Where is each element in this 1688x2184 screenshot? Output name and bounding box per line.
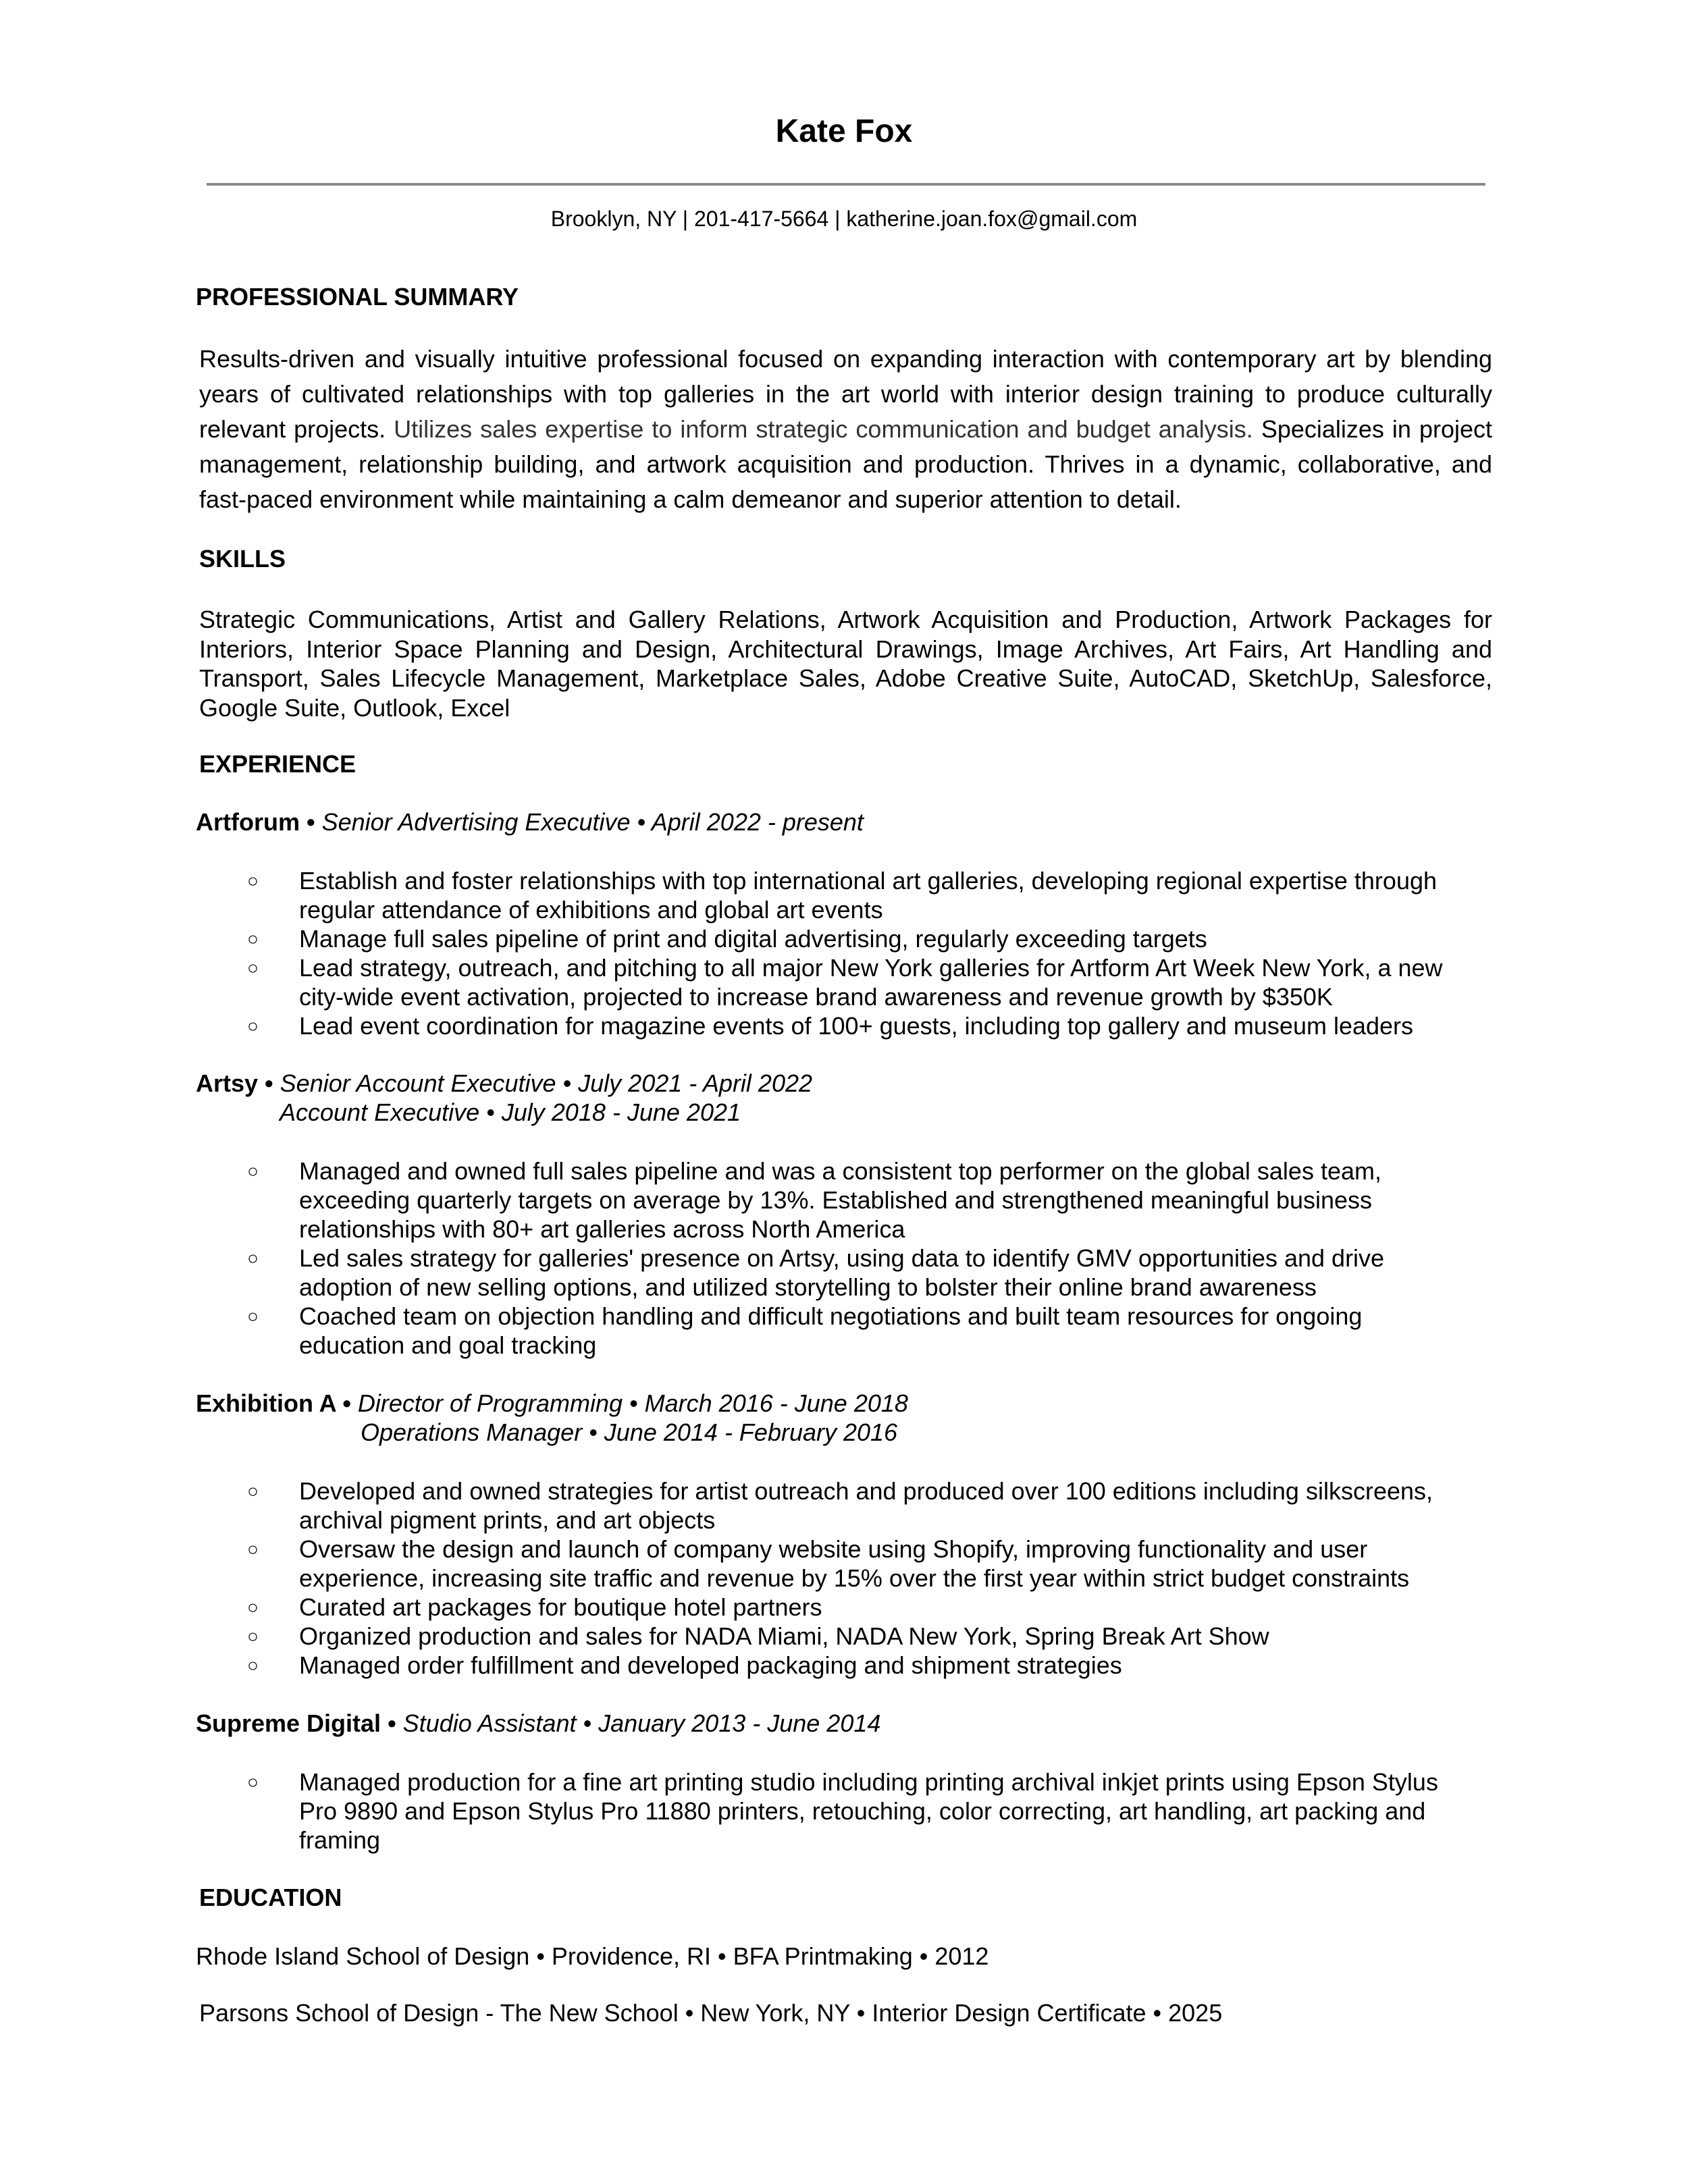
list-item-text: Organized production and sales for NADA Miami, NADA New York, Spring Break Art Show [299,1622,1269,1650]
bullet-icon: ○ [247,957,259,978]
bullet-icon: ○ [247,1626,259,1647]
summary-text-3: Specializes in project management, relationship building, and artwork acquisition and production. Thrives in a dynamic, collaborative, and fast-paced environment while maintaining a calm demeanor and superior attention to detail. [199,415,1493,513]
bullet-icon: ○ [247,1306,259,1327]
summary-paragraph [199,342,1492,517]
job-role-dates: Studio Assistant • January 2013 - June 2014 [396,1709,881,1737]
job-company: Supreme Digital • [196,1709,396,1737]
job-company: Artsy • [196,1069,273,1097]
job-bullets [0,1156,1688,1360]
list-item-text: Developed and owned strategies for artist outreach and produced over 100 editions including silkscreens, archival pigment prints, and art objects [299,1477,1433,1534]
job-subrole: Account Executive • July 2018 - June 2021 [280,1098,741,1126]
list-item-text: Managed production for a fine art printing studio including printing archival inkjet prints using Epson Stylus Pro 9890 and Epson Stylus Pro 11880 printers, retouching, color correcting, art handling, art packing and framing [299,1768,1438,1854]
bullet-icon: ○ [247,1015,259,1036]
experience-heading: EXPERIENCE [199,750,357,778]
summary-text-2: Utilizes sales expertise to inform strategic communication and budget analysis. [394,415,1253,443]
list-item [0,1156,1474,1244]
candidate-name: Kate Fox [775,113,913,149]
job-bullets [0,866,1688,1040]
job-title-line [196,1389,908,1418]
education-heading: EDUCATION [199,1884,342,1911]
job-title-line [196,807,864,837]
bullet-icon: ○ [247,1481,259,1501]
job-bullets [0,1767,1688,1855]
list-item [0,953,1474,1011]
job-subrole: Operations Manager • June 2014 - February 2016 [361,1418,898,1446]
job-company: Artforum • [196,808,315,836]
list-item-text: Lead event coordination for magazine events of 100+ guests, including top gallery and museum leaders [299,1012,1414,1040]
bullet-icon: ○ [247,1248,259,1269]
job-title-line [196,1709,880,1738]
list-item-text: Curated art packages for boutique hotel partners [299,1593,822,1621]
bullet-icon: ○ [247,870,259,891]
job-role-dates: Senior Advertising Executive • April 2022 - present [315,808,864,836]
skills-paragraph: Strategic Communications, Artist and Gallery Relations, Artwork Acquisition and Production, Artwork Packages for Interiors, Interior Space Planning and Design, Architectural Drawings, Image Archives, Art Fairs, Art Handling and Transport, Sales Lifecycle Management, Marketplace Sales, Adobe Creative Suite, AutoCAD, SketchUp, Salesforce, Google Suite, Outlook, Excel [199,606,1492,722]
list-item [0,1622,1474,1651]
list-item [0,866,1474,924]
list-item-text: Managed and owned full sales pipeline and was a consistent top performer on the global sales team, exceeding quarterly targets on average by 13%. Established and strengthened meaningful business relationships with 80+ art galleries across North America [299,1157,1381,1243]
job-company: Exhibition A • [196,1389,351,1417]
bullet-icon: ○ [247,1161,259,1181]
list-item-text: Coached team on objection handling and difficult negotiations and built team resources for ongoing education and goal tracking [299,1302,1363,1359]
job-role-dates: Director of Programming • March 2016 - June 2018 [350,1389,908,1417]
bullet-icon: ○ [247,1539,259,1560]
list-item-text: Managed order fulfillment and developed packaging and shipment strategies [299,1651,1122,1679]
bullet-icon: ○ [247,1772,259,1792]
list-item [0,1535,1474,1593]
list-item [0,1767,1474,1855]
bullet-icon: ○ [247,928,259,949]
list-item [0,1593,1474,1622]
header-divider [207,183,1485,186]
bullet-icon: ○ [247,1655,259,1676]
job-role-dates: Senior Account Executive • July 2021 - April 2022 [273,1069,813,1097]
job-bullets [0,1476,1688,1680]
summary-text-1: Results-driven and visually intuitive professional focused on expanding interaction with contemporary art by blending years of cultivated relationships with top galleries in the art world with interior design training to produce culturally relevant projects. [199,345,1492,443]
list-item [0,1011,1474,1040]
list-item-text: Led sales strategy for galleries' presence on Artsy, using data to identify GMV opportunities and drive adoption of new selling options, and utilized storytelling to bolster their online brand awareness [299,1244,1385,1301]
list-item-text: Lead strategy, outreach, and pitching to all major New York galleries for Artform Art Week New York, a new city-wide event activation, projected to increase brand awareness and revenue growth by $350K [299,954,1443,1011]
list-item [0,1302,1474,1360]
contact-line: Brooklyn, NY | 201-417-5664 | katherine.joan.fox@gmail.com [550,207,1138,231]
list-item-text: Oversaw the design and launch of company website using Shopify, improving functionality and user experience, increasing site traffic and revenue by 15% over the first year within strict budget constraints [299,1535,1410,1592]
skills-heading: SKILLS [199,545,286,572]
list-item-text: Establish and foster relationships with top international art galleries, developing regional expertise through regular attendance of exhibitions and global art events [299,867,1438,924]
summary-heading: PROFESSIONAL SUMMARY [196,283,519,311]
list-item [0,1651,1474,1680]
education-entry: Rhode Island School of Design • Providence, RI • BFA Printmaking • 2012 [196,1942,989,1970]
education-entry: Parsons School of Design - The New School • New York, NY • Interior Design Certificate • 2025 [199,1999,1223,2027]
list-item [0,924,1474,953]
bullet-icon: ○ [247,1597,259,1618]
job-title-line [196,1069,812,1098]
list-item [0,1244,1474,1302]
list-item-text: Manage full sales pipeline of print and digital advertising, regularly exceeding targets [299,925,1207,953]
list-item [0,1476,1474,1535]
